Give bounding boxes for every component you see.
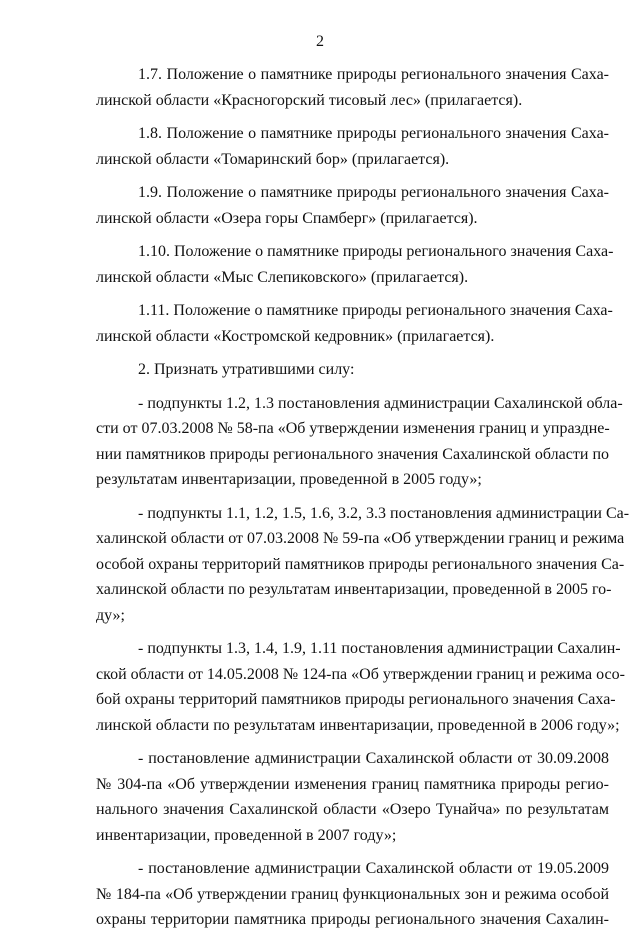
text-line: нального значения Сахалинской области «Озеро Тунайча» по результатам: [96, 801, 609, 818]
text-line: 1.10. Положение о памятнике природы регионального значения Саха-: [138, 243, 614, 260]
paragraph-repeal-59-pa: [96, 501, 630, 629]
text-line: ду»;: [96, 606, 125, 624]
text-line: линской области по результатам инвентаризации, проведенной в 2006 году»;: [96, 716, 620, 734]
paragraph-1-9: [96, 180, 609, 231]
text-line: 2. Признать утратившими силу:: [138, 361, 355, 378]
text-line: 1.11. Положение о памятнике природы регионального значения Саха-: [138, 302, 613, 319]
text-line: бой охраны территорий памятников природы регионального значения Саха-: [96, 691, 616, 708]
text-line: особой охраны территорий памятников природы регионального значения Са-: [96, 555, 625, 573]
page-number: 2: [316, 33, 324, 50]
text-line: - подпункты 1.1, 1.2, 1.5, 1.6, 3.2, 3.3 постановления администрации Са-: [138, 504, 630, 522]
text-line: линской области «Красногорский тисовый лес» (прилагается).: [96, 91, 523, 109]
paragraph-2-heading: [96, 357, 609, 383]
text-line: сти от 07.03.2008 № 58-па «Об утверждении изменения границ и упраздне-: [96, 420, 610, 437]
text-line: линской области «Томаринский бор» (прилагается).: [96, 150, 450, 168]
text-line: 1.8. Положение о памятнике природы регионального значения Саха-: [138, 125, 609, 142]
text-line: 1.7. Положение о памятнике природы регионального значения Саха-: [138, 66, 609, 83]
paragraph-1-8: [96, 121, 609, 172]
text-line: № 304-па «Об утверждении изменения границ памятника природы регио-: [96, 775, 609, 793]
text-line: - постановление администрации Сахалинской области от 30.09.2008: [138, 750, 609, 767]
paragraph-repeal-184-pa: [96, 856, 609, 933]
text-line: инвентаризации, проведенной в 2007 году»;: [96, 826, 397, 844]
text-line: линской области «Озера горы Спамберг» (прилагается).: [96, 209, 478, 227]
document-body: [96, 62, 630, 941]
text-line: результатам инвентаризации, проведенной в 2005 году»;: [96, 471, 482, 488]
text-line: халинской области по результатам инвентаризации, проведенной в 2005 го-: [96, 581, 612, 598]
paragraph-1-7: [96, 62, 609, 113]
paragraph-repeal-58-pa: [96, 391, 623, 493]
text-line: № 184-па «Об утверждении границ функциональных зон и режима особой: [96, 885, 609, 903]
paragraph-repeal-304-pa: [96, 746, 609, 848]
text-line: 1.9. Положение о памятнике природы регионального значения Саха-: [138, 184, 609, 201]
paragraph-repeal-124-pa: [96, 636, 625, 738]
text-line: ской области от 14.05.2008 № 124-па «Об утверждении границ и режима осо-: [96, 665, 625, 683]
text-line: охраны территории памятника природы регионального значения Сахалин-: [96, 911, 609, 928]
text-line: нии памятников природы регионального значения Сахалинской области по: [96, 445, 609, 463]
text-line: линской области «Костромской кедровник» (прилагается).: [96, 327, 495, 345]
text-line: халинской области от 07.03.2008 № 59-па «Об утверждении границ и режима: [96, 530, 625, 547]
text-line: - подпункты 1.3, 1.4, 1.9, 1.11 постановления администрации Сахалин-: [138, 640, 621, 657]
text-line: - подпункты 1.2, 1.3 постановления администрации Сахалинской обла-: [138, 394, 623, 412]
paragraph-1-11: [96, 298, 613, 349]
text-line: - постановление администрации Сахалинской области от 19.05.2009: [138, 860, 609, 877]
text-line: линской области «Мыс Слепиковского» (прилагается).: [96, 268, 469, 286]
paragraph-1-10: [96, 239, 614, 290]
